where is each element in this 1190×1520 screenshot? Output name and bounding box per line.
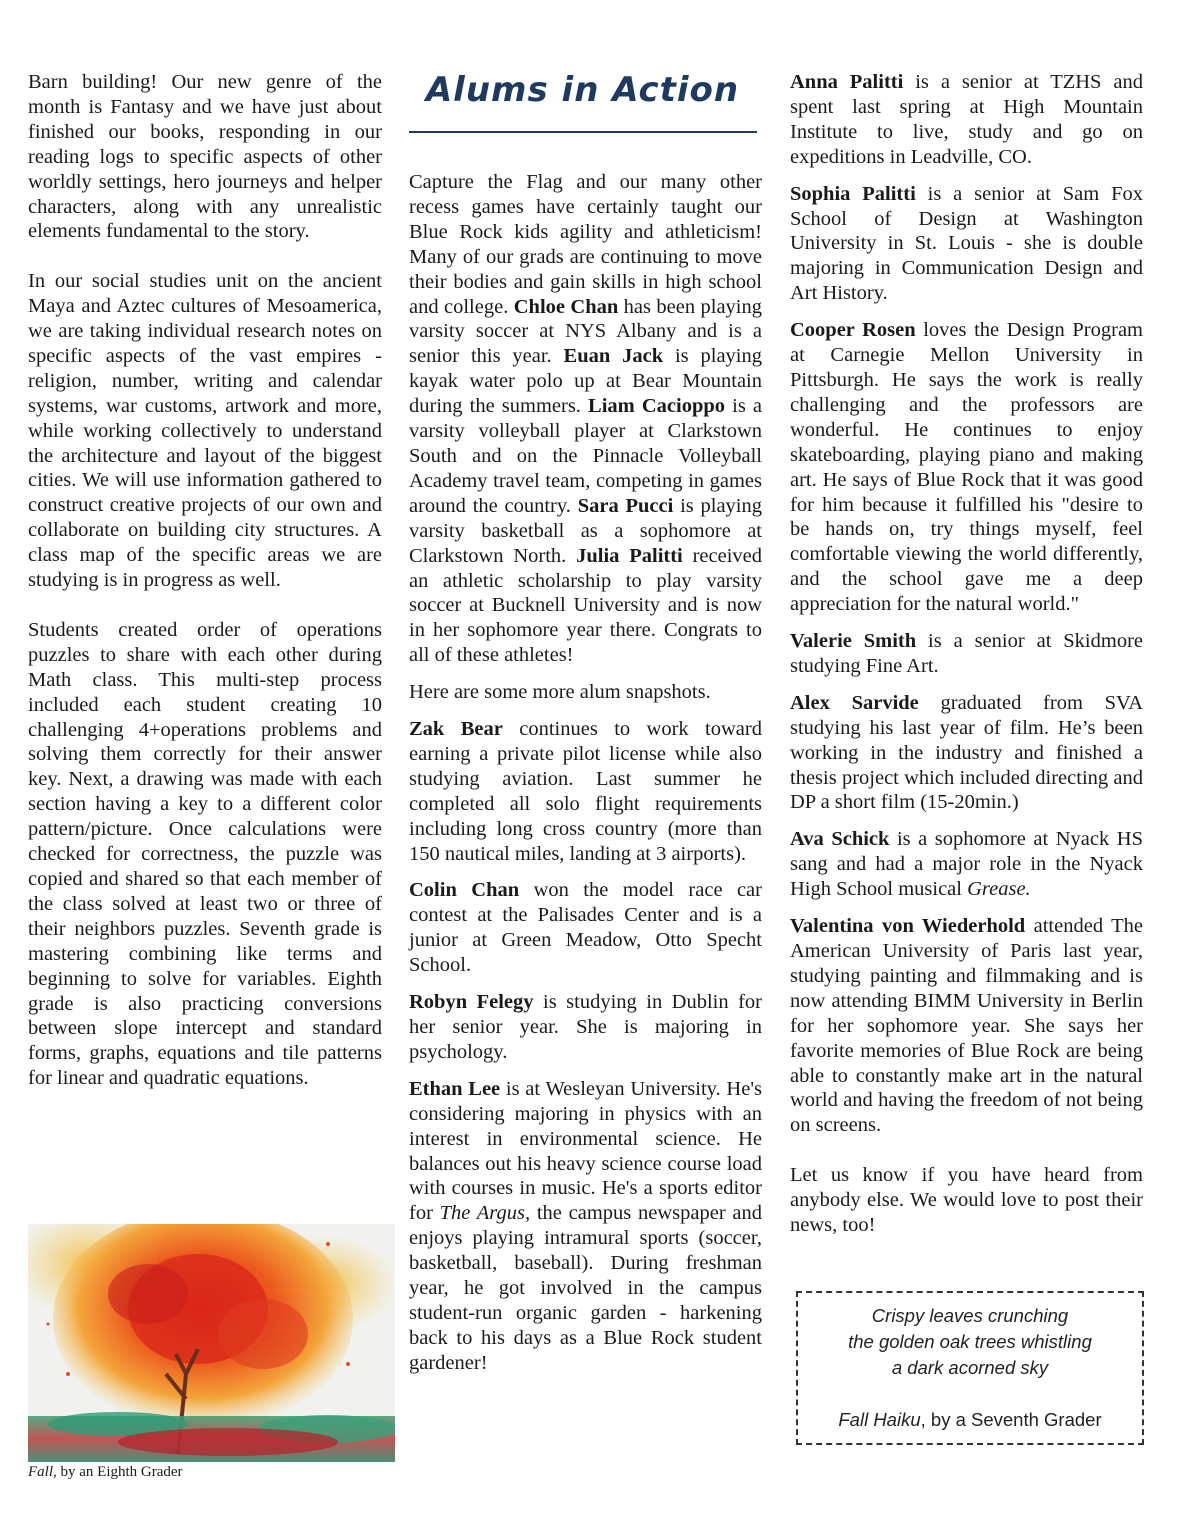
alum-entry-robyn bbox=[409, 990, 762, 1065]
athletes-intro: Capture the Flag and our many other recess games have certainly taught our Blue Rock kids agility and athleticism! Many of our grads are continuing to move their bodies and gain skills in high school and college. bbox=[409, 171, 762, 318]
alum-entry-valentina bbox=[790, 914, 1143, 1138]
alum-entry-cooper bbox=[790, 318, 1143, 617]
math-paragraph: Students created order of operations puzzles to share with each other during Math class. This multi-step process included each student creating 10 challenging 4+operations problems and solving them correctly for their answer key. Next, a drawing was made with each section having a key to a different color pattern/picture. Once calculations were checked for correctness, the puzzle was copied and shared so that each member of the class solved at least two or three of their neighbors puzzles. Seventh grade is mastering combining like terms and beginning to solve for variables. Eighth grade is also practicing conversions between slope intercept and standard forms, graphs, equations and tile patterns for linear and quadratic equations. bbox=[28, 618, 382, 1090]
haiku-box bbox=[796, 1291, 1144, 1445]
alum-text-ethan-2: the campus newspaper and enjoys playing intramural sports (soccer, basketball, baseball). During freshman year, he got involved in the campus student-run organic garden - harkening back to his days as a Blue Rock student gardener! bbox=[409, 1202, 763, 1374]
haiku-line-3: a dark acorned sky bbox=[891, 1357, 1049, 1378]
alum-name-sophia: Sophia Palitti bbox=[790, 182, 916, 205]
alum-text-valentina: attended The American University of Paris last year, studying painting and filmmaking and is now attending BIMM University in Berlin for her sophomore year. She says her favorite memories of Blue Rock are being able to constantly make art in the natural world and having the freedom of not being on screens. bbox=[790, 915, 1143, 1137]
social-studies-paragraph: In our social studies unit on the ancient Maya and Aztec cultures of Mesoamerica, we are taking individual research notes on specific aspects of the vast empires - religion, number, writing and calendar systems, war customs, artwork and more, while working collectively to understand the architecture and layout of the biggest cities. We will use information gathered to construct creative projects of our own and collaborate on building city structures. A class map of the specific areas we are studying is in progress as well. bbox=[28, 270, 382, 592]
painting-caption bbox=[28, 1464, 183, 1481]
athletes-paragraph bbox=[409, 170, 762, 668]
haiku-spacer bbox=[798, 1381, 1142, 1407]
fantasy-paragraph: Barn building! Our new genre of the month is Fantasy and we have just about finished our books, responding in our reading logs to specific aspects of other worldly settings, hero journeys and helper characters, along with any unrealistic elements fundamental to the story. bbox=[28, 71, 382, 243]
alum-entry-colin bbox=[409, 878, 762, 978]
alum-entry-ava bbox=[790, 827, 1143, 902]
alum-text-cooper: loves the Design Program at Carnegie Mellon University in Pittsburgh. He says the work is really challenging and the professors are wonderful. He continues to enjoy skateboarding, playing piano and making art. He says of Blue Rock that it was good for him because it fulfilled his "desire to be hands on, try things myself, feel comfortable viewing the world differently, and the school gave me a deep appreciation for the natural world." bbox=[790, 319, 1143, 616]
alum-text-anna: is a senior at TZHS and spent last spring at High Mountain Institute to live, study and go on expeditions in Leadville, CO. bbox=[790, 71, 1143, 168]
alum-entry-valerie bbox=[790, 629, 1143, 679]
alum-name-colin: Colin Chan bbox=[409, 879, 520, 902]
alum-name-chloe: Chloe Chan bbox=[513, 295, 619, 318]
alum-entry-alex bbox=[790, 691, 1143, 816]
alum-text-julia: received an athletic scholarship to play varsity soccer at Bucknell University and is now in her sophomore year there. Congrats to all of these athletes! bbox=[409, 544, 762, 667]
painting-caption-title: Fall bbox=[28, 1464, 53, 1480]
alum-entry-ethan bbox=[409, 1077, 762, 1376]
alum-name-ethan: Ethan Lee bbox=[409, 1077, 501, 1100]
alum-text-ethan-1: is at Wesleyan University. He's considering majoring in physics with an interest in environmental science. He balances out his heavy science course load with courses in music. He's a sports editor for bbox=[409, 1077, 762, 1225]
alum-text-liam: is a varsity volleyball player at Clarkstown South and on the Pinnacle Volleyball Academy travel team, competing in games around the country. bbox=[409, 395, 763, 517]
alum-text-zak: continues to work toward earning a private pilot license while also studying aviation. Last summer he completed all solo flight requirements including long cross country (more than 150 nautical miles, landing at 3 airports). bbox=[409, 718, 762, 865]
musical-title: Grease. bbox=[967, 878, 1031, 901]
alum-text-chloe: has been playing varsity soccer at NYS Albany and is a senior this year. bbox=[409, 295, 762, 368]
alum-name-sara: Sara Pucci bbox=[577, 494, 674, 517]
closing-note: Let us know if you have heard from anybody else. We would love to post their news, too! bbox=[790, 1164, 1143, 1236]
haiku-credit-title: Fall Haiku bbox=[838, 1409, 921, 1430]
fall-tree-painting bbox=[28, 1224, 395, 1462]
alum-text-valerie: is a senior at Skidmore studying Fine Art. bbox=[790, 630, 1143, 677]
middle-column bbox=[409, 170, 762, 1388]
alum-name-robyn: Robyn Felegy bbox=[409, 991, 534, 1014]
alum-text-sophia: is a senior at Sam Fox School of Design at Washington University in St. Louis - she is double majoring in Communication Design and Art History. bbox=[790, 182, 1143, 305]
alum-text-colin: won the model race car contest at the Palisades Center and is a junior at Green Meadow, Otto Specht School. bbox=[409, 879, 762, 977]
alum-text-sara: is playing varsity basketball as a sophomore at Clarkstown North. bbox=[409, 494, 762, 567]
alum-text-euan: is playing kayak water polo up at Bear Mountain during the summers. bbox=[409, 345, 762, 418]
haiku-line-1: Crispy leaves crunching bbox=[871, 1305, 1069, 1326]
haiku-credit bbox=[798, 1407, 1142, 1433]
haiku-credit-author: , by a Seventh Grader bbox=[920, 1409, 1102, 1430]
alum-text-robyn: is studying in Dublin for her senior year. She is majoring in psychology. bbox=[409, 991, 762, 1063]
alum-name-alex: Alex Sarvide bbox=[790, 691, 919, 714]
alum-name-anna: Anna Palitti bbox=[790, 71, 904, 93]
alum-name-euan: Euan Jack bbox=[563, 345, 664, 368]
alum-text-alex: graduated from SVA studying his last year of film. He’s been working in the industry and finished a thesis project which included directing and DP a short film (15-20min.) bbox=[790, 691, 1143, 814]
alum-name-julia: Julia Palitti bbox=[576, 544, 683, 567]
publication-title: The Argus, bbox=[439, 1202, 531, 1225]
section-title: Alums in Action bbox=[425, 70, 740, 110]
alum-entry-sophia bbox=[790, 182, 1143, 307]
alum-name-cooper: Cooper Rosen bbox=[790, 319, 916, 342]
alum-name-valentina: Valentina von Wiederhold bbox=[790, 915, 1026, 938]
alum-text-ava: is a sophomore at Nyack HS sang and had a major role in the Nyack High School musical bbox=[790, 828, 1143, 901]
left-column bbox=[28, 70, 382, 1116]
alum-entry-zak bbox=[409, 717, 762, 866]
alum-name-ava: Ava Schick bbox=[790, 828, 890, 851]
alum-name-valerie: Valerie Smith bbox=[790, 630, 917, 653]
alum-name-zak: Zak Bear bbox=[409, 718, 503, 741]
snapshots-intro: Here are some more alum snapshots. bbox=[409, 681, 711, 704]
right-column bbox=[790, 70, 1143, 1250]
title-divider bbox=[409, 131, 757, 133]
alum-entry-anna bbox=[790, 70, 1143, 170]
alum-name-liam: Liam Cacioppo bbox=[588, 395, 726, 418]
painting-caption-credit: , by an Eighth Grader bbox=[53, 1464, 183, 1480]
haiku-line-2: the golden oak trees whistling bbox=[848, 1331, 1092, 1352]
